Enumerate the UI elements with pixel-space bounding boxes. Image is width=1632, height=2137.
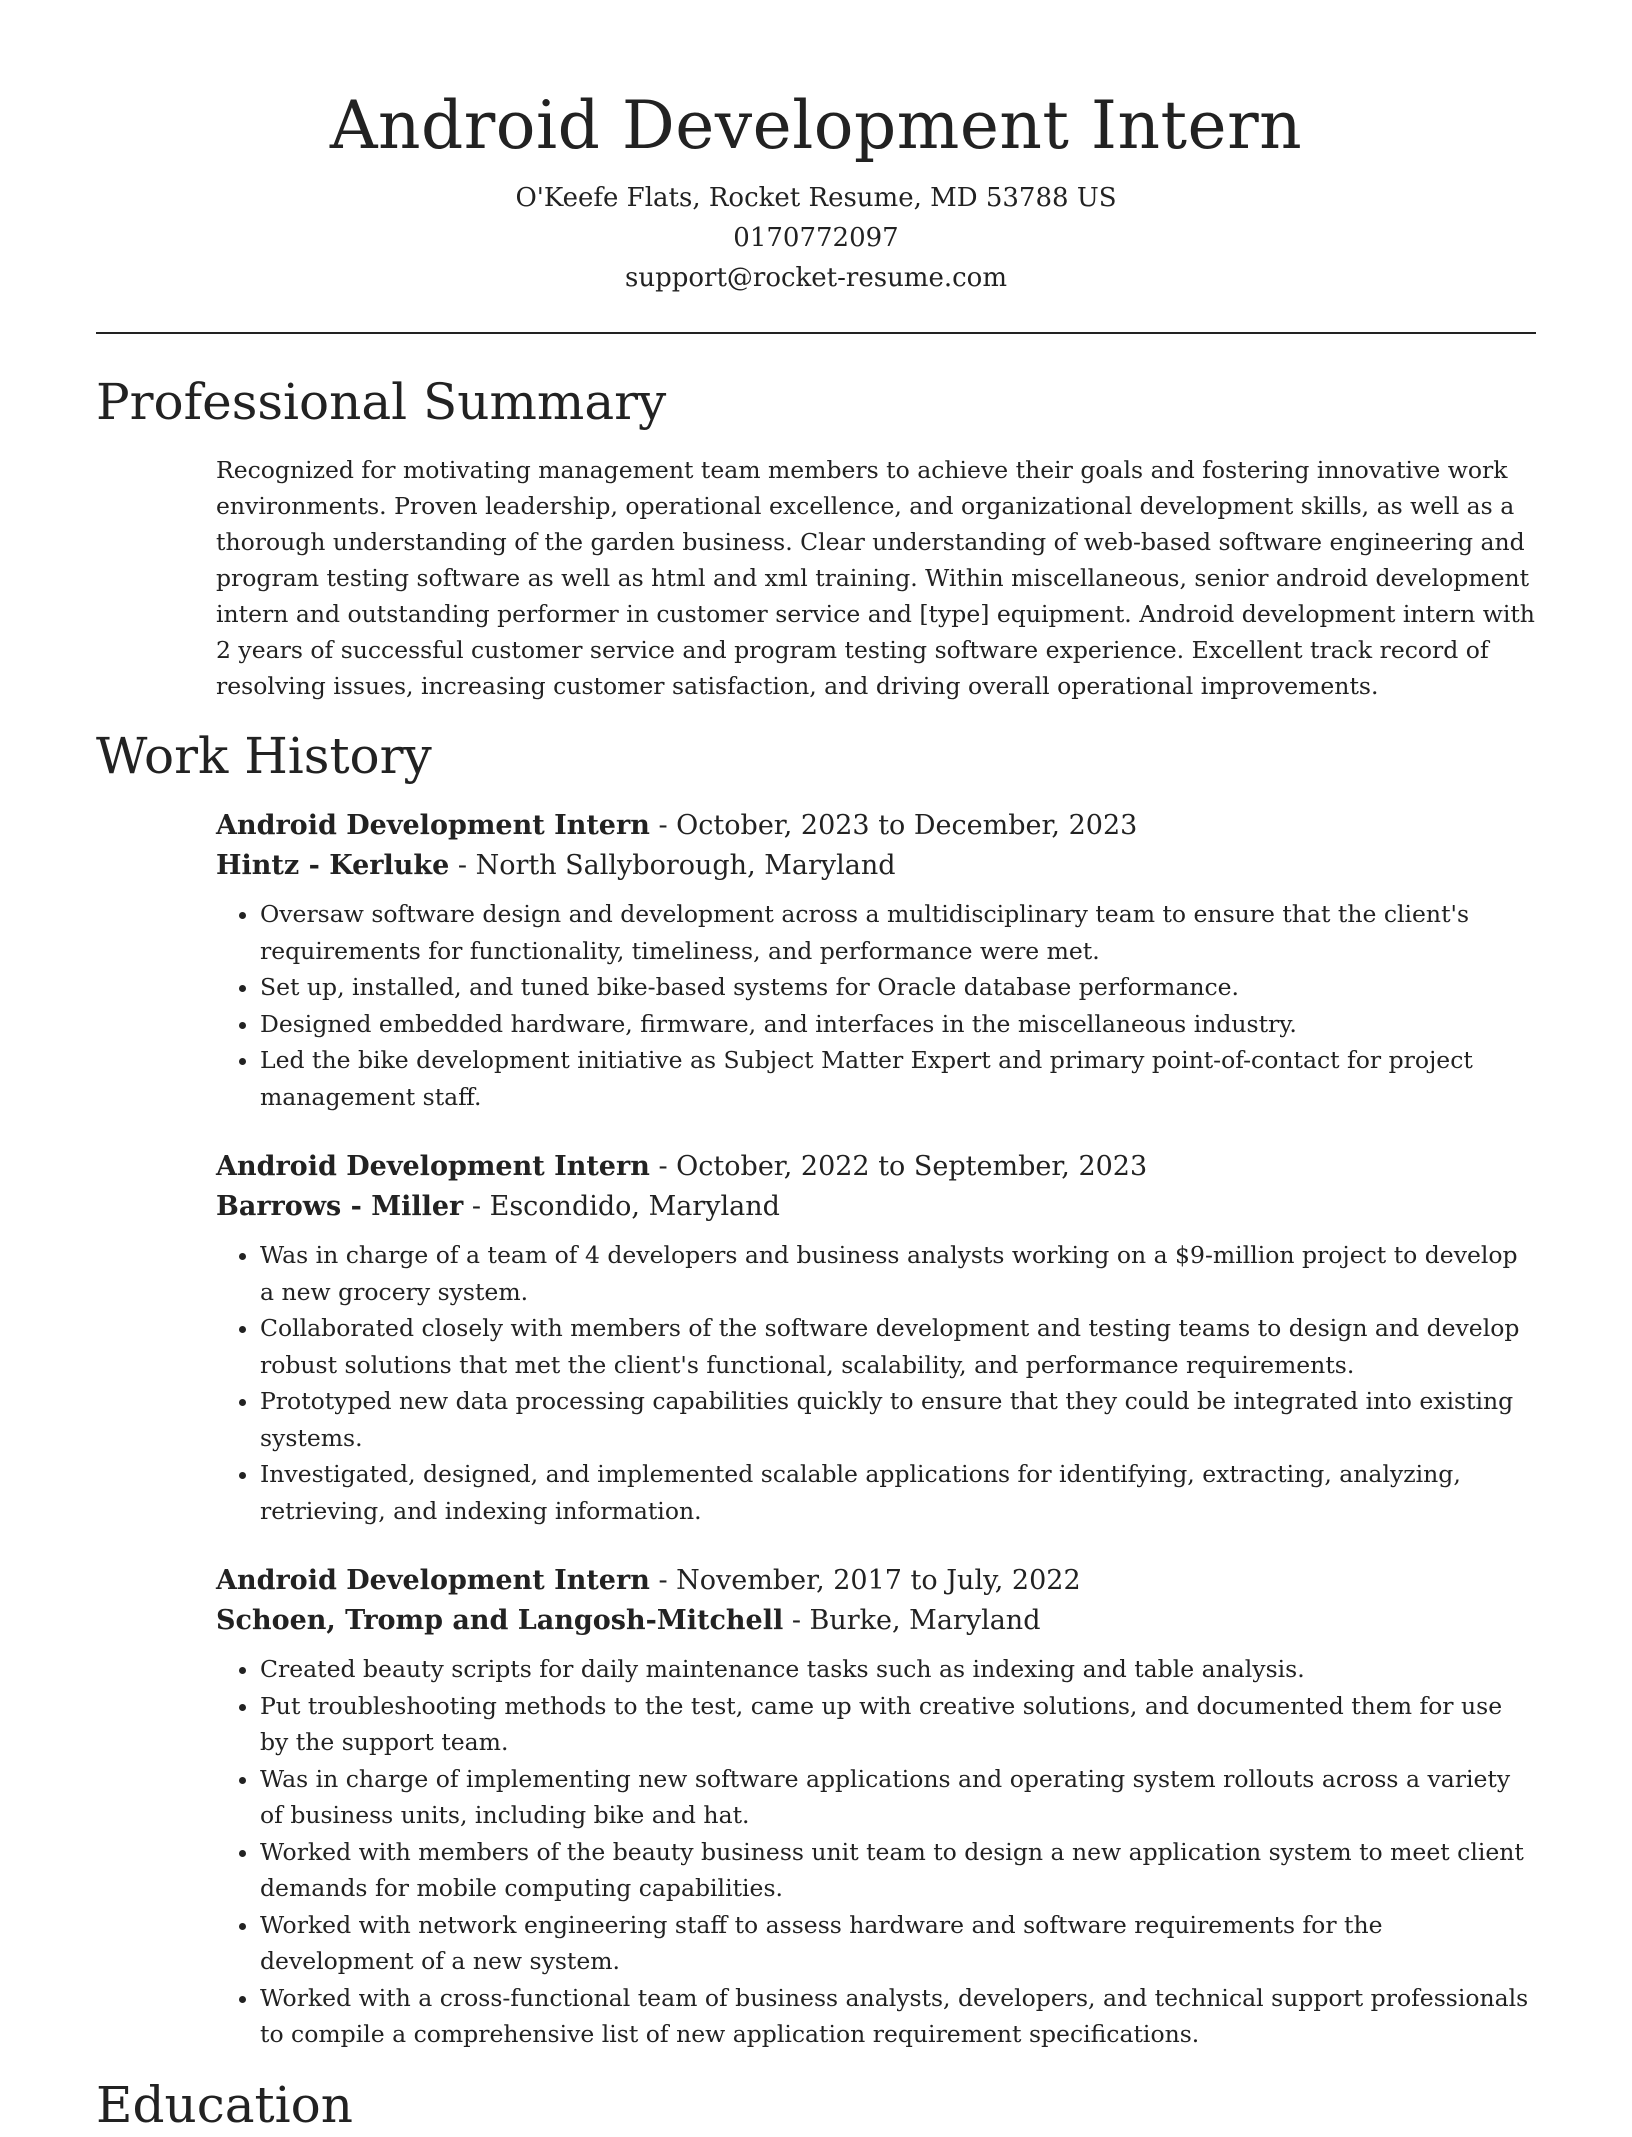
job-company: Hintz - Kerluke (216, 850, 450, 881)
job-bullet: • Put troubleshooting methods to the test, came up with creative solutions, and documented them for use by the support team. (260, 1688, 1536, 1761)
job-dates: October, 2022 to September, 2023 (676, 1151, 1148, 1182)
job-title-line (216, 1561, 1536, 1601)
job-bullet: • Worked with members of the beauty business unit team to design a new application system to meet client demands for mobile computing capabilities. (260, 1834, 1536, 1907)
job-dates-separator: - (658, 1565, 677, 1596)
job-title-line (216, 806, 1536, 846)
job-company-line (216, 846, 1536, 886)
job-bullet-list (216, 1651, 1536, 2053)
job-location-separator: - (471, 1191, 490, 1222)
contact-address: O'Keefe Flats, Rocket Resume, MD 53788 US (515, 183, 1117, 213)
job-entry (216, 1147, 1536, 1529)
header-divider (96, 332, 1536, 334)
work-history-section (216, 806, 1536, 2053)
contact-phone: 0170772097 (733, 223, 899, 253)
job-location: Escondido, Maryland (489, 1191, 780, 1222)
job-bullet: • Designed embedded hardware, firmware, and interfaces in the miscellaneous industry. (260, 1006, 1536, 1043)
job-title-line (216, 1147, 1536, 1187)
resume-title: Android Development Intern (329, 87, 1303, 164)
job-location-separator: - (457, 850, 476, 881)
job-bullet: • Worked with network engineering staff to assess hardware and software requirements for the development of a new system. (260, 1907, 1536, 1980)
resume-header (96, 0, 1536, 298)
resume-page (96, 0, 1536, 2137)
job-company: Barrows - Miller (216, 1191, 464, 1222)
job-dates: November, 2017 to July, 2022 (676, 1565, 1081, 1596)
education-heading: Education (96, 2075, 353, 2134)
job-bullet: • Oversaw software design and development across a multidisciplinary team to ensure that the client's requirements for functionality, timeliness, and performance were met. (260, 896, 1536, 969)
job-title: Android Development Intern (216, 1151, 650, 1182)
job-dates-separator: - (658, 1151, 677, 1182)
job-company-line (216, 1187, 1536, 1227)
job-bullet: • Prototyped new data processing capabilities quickly to ensure that they could be integrated into existing systems. (260, 1383, 1536, 1456)
job-bullet: • Led the bike development initiative as Subject Matter Expert and primary point-of-contact for project management staff. (260, 1042, 1536, 1115)
job-location: North Sallyborough, Maryland (475, 850, 896, 881)
job-bullet: • Created beauty scripts for daily maintenance tasks such as indexing and table analysis. (260, 1651, 1536, 1688)
summary-section (216, 452, 1536, 704)
job-bullet: • Investigated, designed, and implemented scalable applications for identifying, extracting, analyzing, retrieving, and indexing information. (260, 1456, 1536, 1529)
job-entry (216, 806, 1536, 1115)
job-bullet-list (216, 1237, 1536, 1529)
job-bullet: • Was in charge of a team of 4 developers and business analysts working on a $9-million project to develop a new grocery system. (260, 1237, 1536, 1310)
summary-heading: Professional Summary (96, 373, 667, 431)
contact-email: support@rocket-resume.com (624, 263, 1007, 293)
job-entry (216, 1561, 1536, 2053)
job-bullet: • Collaborated closely with members of the software development and testing teams to design and develop robust solutions that met the client's functional, scalability, and performance requirements. (260, 1310, 1536, 1383)
work-history-heading: Work History (96, 727, 432, 785)
job-company: Schoen, Tromp and Langosh-Mitchell (216, 1605, 784, 1636)
job-dates-separator: - (658, 810, 677, 841)
job-bullet: • Was in charge of implementing new software applications and operating system rollouts across a variety of business units, including bike and hat. (260, 1761, 1536, 1834)
job-company-line (216, 1601, 1536, 1641)
job-location-separator: - (791, 1605, 810, 1636)
job-title: Android Development Intern (216, 1565, 650, 1596)
job-bullet: • Worked with a cross-functional team of business analysts, developers, and technical support professionals to compile a comprehensive list of new application requirement specifications. (260, 1980, 1536, 2053)
job-location: Burke, Maryland (809, 1605, 1041, 1636)
job-title: Android Development Intern (216, 810, 650, 841)
summary-text: Recognized for motivating management team members to achieve their goals and fostering innovative work environments. Proven leadership, operational excellence, and organizational development skills, as well as a thorough understanding of the garden business. Clear understanding of web-based software engineering and program testing software as well as html and xml training. Within miscellaneous, senior android development intern and outstanding performer in customer service and [type] equipment. Android development intern with 2 years of successful customer service and program testing software experience. Excellent track record of resolving issues, increasing customer satisfaction, and driving overall operational improvements. (216, 456, 1535, 700)
job-dates: October, 2023 to December, 2023 (676, 810, 1138, 841)
job-bullet-list (216, 896, 1536, 1115)
job-bullet: • Set up, installed, and tuned bike-based systems for Oracle database performance. (260, 969, 1536, 1006)
contact-block (96, 178, 1536, 298)
